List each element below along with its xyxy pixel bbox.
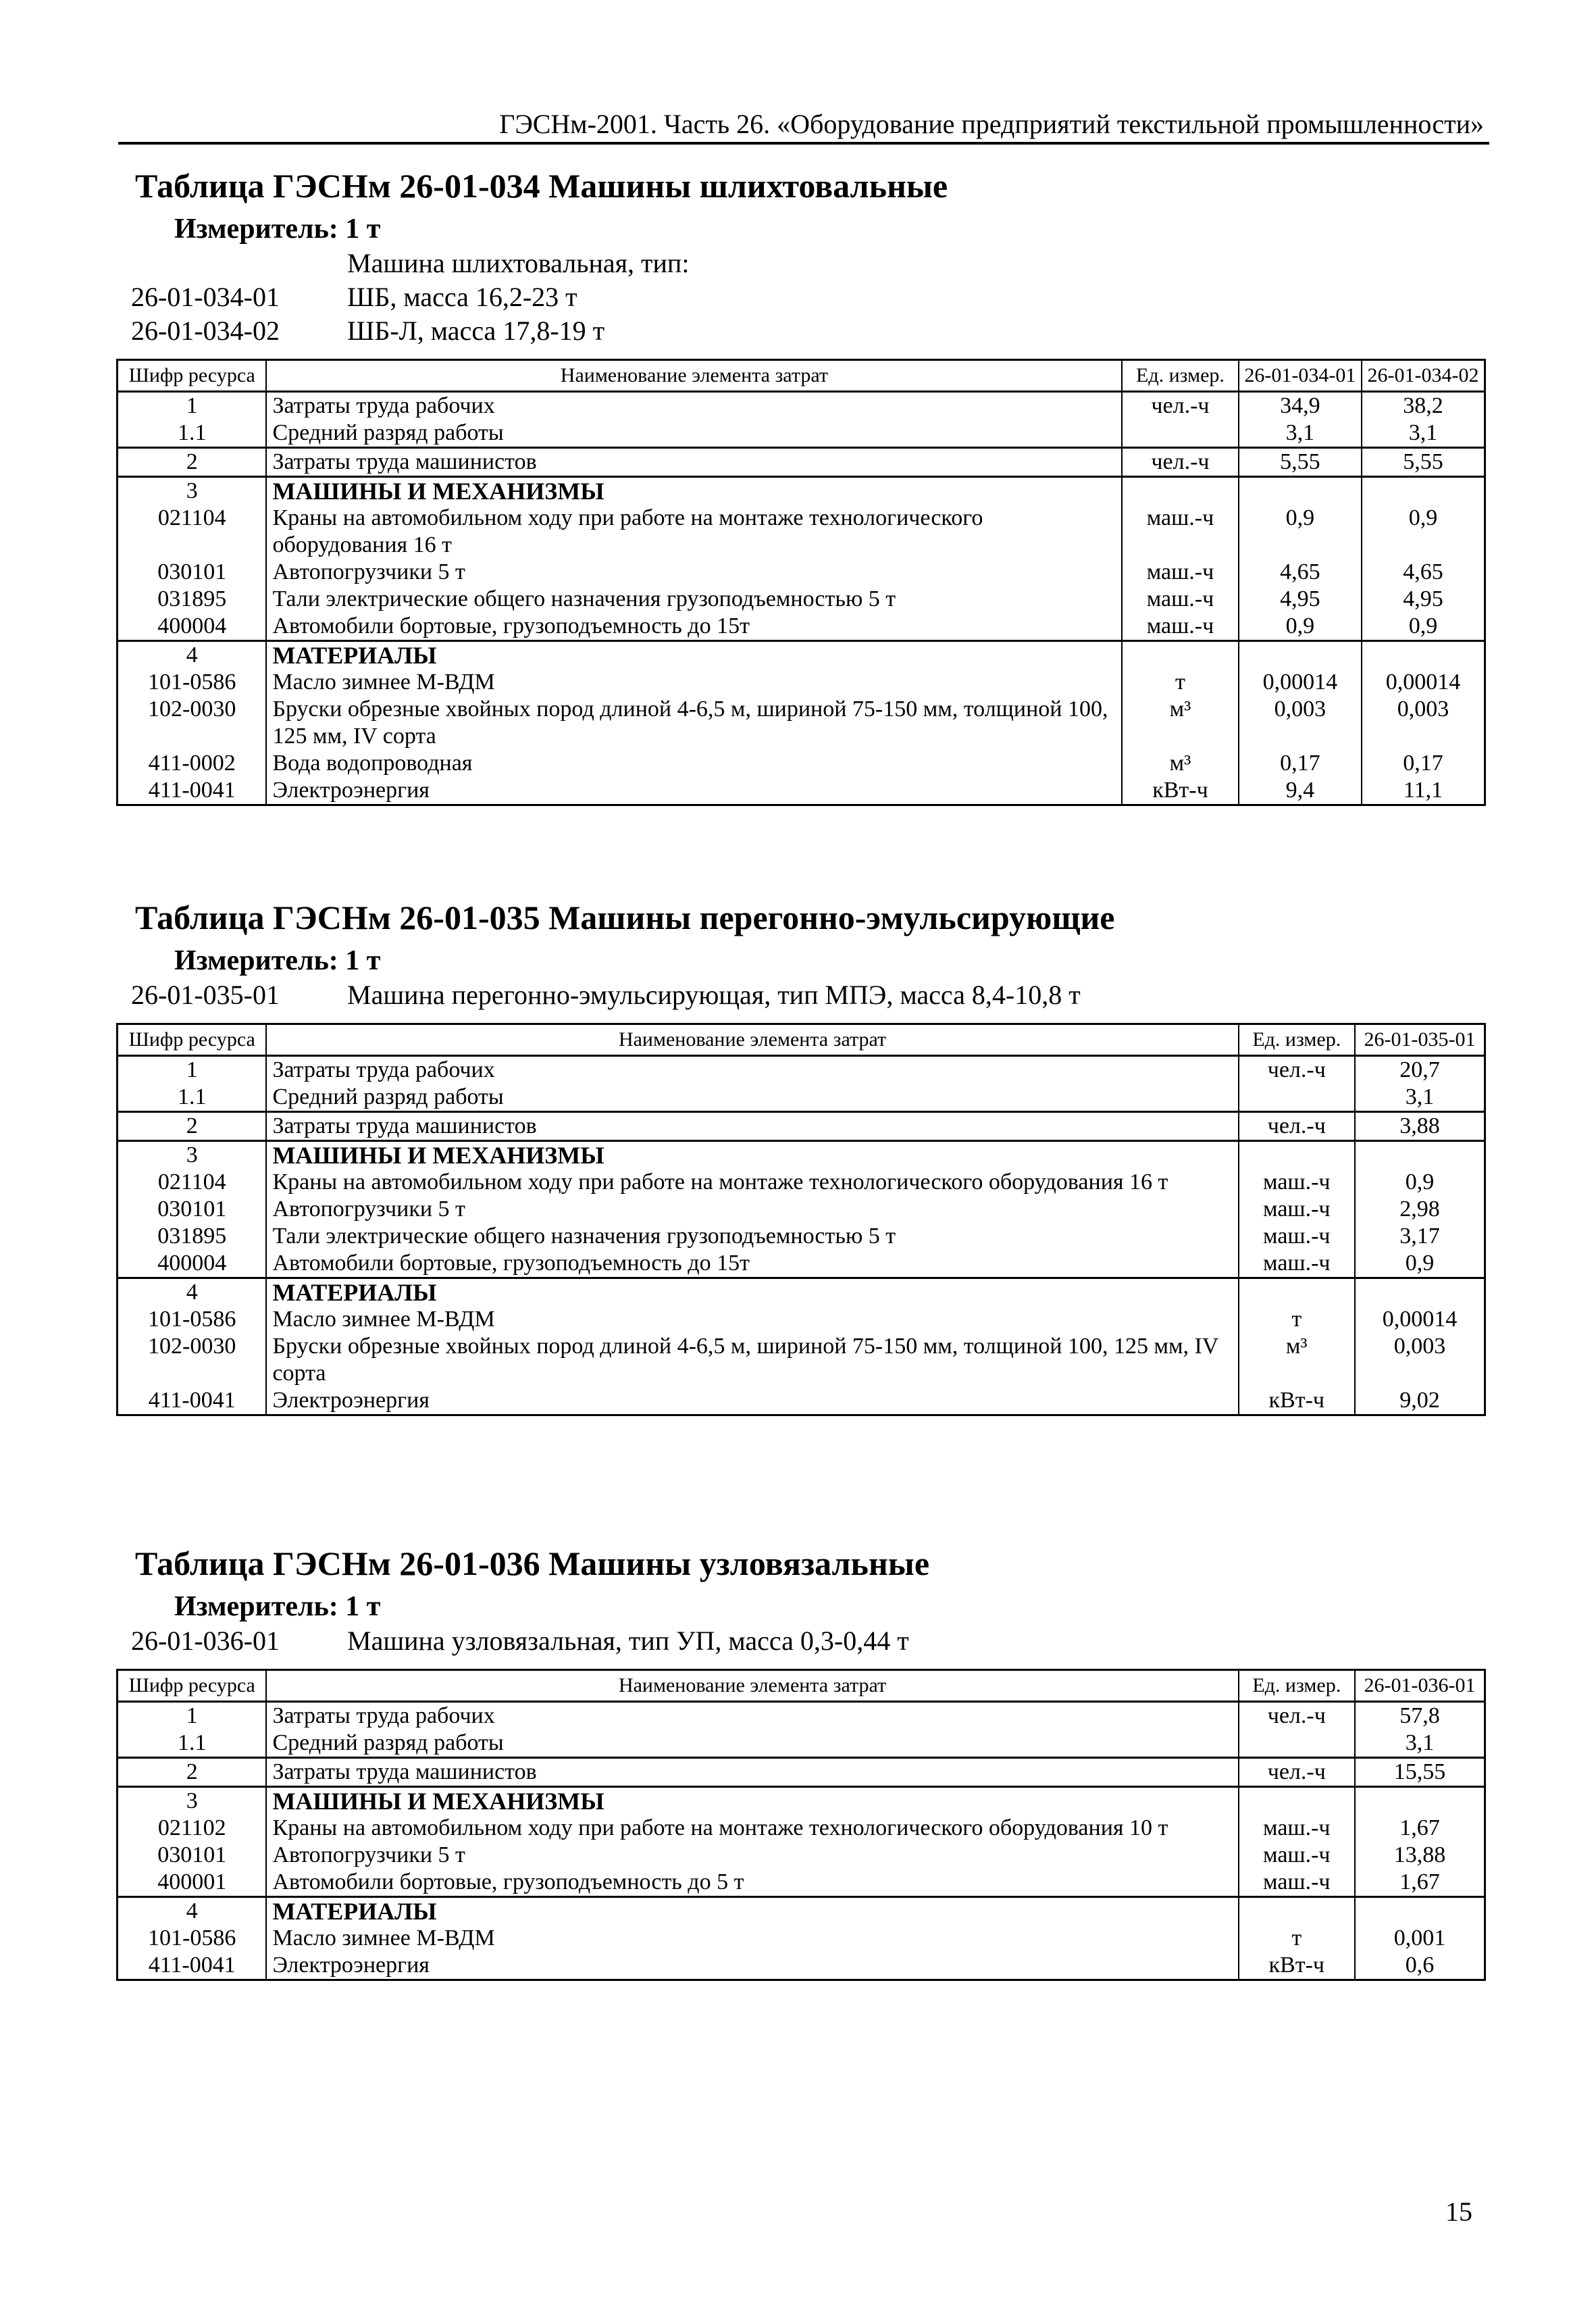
- table-row: [118, 1897, 1485, 1926]
- header-row: [118, 1024, 1485, 1056]
- unit-of-measure: [1122, 641, 1238, 670]
- norm-value: 3,1: [1362, 420, 1485, 448]
- unit-of-measure: м³: [1122, 750, 1238, 777]
- resource-table: [116, 1023, 1486, 1416]
- cost-element-name: Затраты труда машинистов: [266, 448, 1122, 477]
- unit-of-measure: кВт-ч: [1239, 1387, 1355, 1415]
- table-section-26-01-034: [116, 166, 1494, 806]
- norm-value: 1,67: [1355, 1869, 1485, 1897]
- col-header-unit: Ед. измер.: [1122, 360, 1238, 392]
- resource-code: 411-0041: [118, 777, 267, 805]
- cost-element-name: МАТЕРИАЛЫ: [266, 1897, 1238, 1926]
- unit-of-measure: маш.-ч: [1239, 1869, 1355, 1897]
- resource-code: 021104: [118, 1169, 267, 1196]
- variant-desc: Машина перегонно-эмульсирующая, тип МПЭ, масса 8,4-10,8 т: [347, 980, 1081, 1010]
- cost-element-name: Бруски обрезные хвойных пород длиной 4-6,5 м, шириной 75-150 мм, толщиной 100, 125 мм, IV сорта: [266, 1333, 1238, 1387]
- variant-desc: ШБ-Л, масса 17,8-19 т: [347, 316, 605, 346]
- resource-table: [116, 359, 1486, 806]
- norm-value: [1355, 1278, 1485, 1307]
- cost-element-name: Автомобили бортовые, грузоподъемность до 15т: [266, 1250, 1238, 1278]
- unit-of-measure: чел.-ч: [1239, 1702, 1355, 1730]
- cost-element-name: Автомобили бортовые, грузоподъемность до 5 т: [266, 1869, 1238, 1897]
- header-rule: [118, 142, 1489, 145]
- cost-element-name: Автомобили бортовые, грузоподъемность до 15т: [266, 613, 1122, 641]
- cost-element-name: Тали электрические общего назначения грузоподъемностью 5 т: [266, 1223, 1238, 1250]
- unit-of-measure: кВт-ч: [1122, 777, 1238, 805]
- unit-of-measure: [1122, 420, 1238, 448]
- col-header-variant: 26-01-034-02: [1362, 360, 1485, 392]
- cost-element-name: Тали электрические общего назначения грузоподъемностью 5 т: [266, 586, 1122, 613]
- cost-element-name: Затраты труда машинистов: [266, 1112, 1238, 1141]
- cost-element-name: Средний разряд работы: [266, 1730, 1238, 1758]
- resource-code: 1.1: [118, 1084, 267, 1112]
- norm-value: 0,00014: [1362, 669, 1485, 696]
- norm-value: 57,8: [1355, 1702, 1485, 1730]
- table-row: [118, 1250, 1485, 1278]
- variant-line: [116, 314, 1494, 348]
- norm-value: 3,1: [1355, 1730, 1485, 1758]
- cost-element-name: Затраты труда машинистов: [266, 1758, 1238, 1787]
- resource-code: 4: [118, 1278, 267, 1307]
- table-row: [118, 1952, 1485, 1980]
- header-row: [118, 360, 1485, 392]
- table-title: Таблица ГЭСНм 26-01-034 Машины шлихтовальные: [135, 167, 948, 205]
- resource-code: 1: [118, 1702, 267, 1730]
- unit-of-measure: т: [1122, 669, 1238, 696]
- variant-line: [116, 1624, 1494, 1658]
- norm-value: 0,003: [1355, 1333, 1485, 1387]
- row-group: [118, 1787, 1485, 1897]
- unit-of-measure: маш.-ч: [1122, 586, 1238, 613]
- table-row: [118, 1925, 1485, 1952]
- unit-of-measure: [1239, 1278, 1355, 1307]
- table-section-26-01-036: [116, 1543, 1494, 1981]
- row-group: [118, 1112, 1485, 1141]
- norm-value: 3,17: [1355, 1223, 1485, 1250]
- unit-of-measure: чел.-ч: [1239, 1056, 1355, 1084]
- table-row: [118, 1758, 1485, 1787]
- norm-value: [1362, 641, 1485, 670]
- unit-of-measure: чел.-ч: [1122, 448, 1238, 477]
- row-group: [118, 1758, 1485, 1787]
- cost-element-name: Затраты труда рабочих: [266, 1702, 1238, 1730]
- unit-of-measure: т: [1239, 1925, 1355, 1952]
- measure-unit: Измеритель: 1 т: [174, 945, 381, 976]
- table-row: [118, 1815, 1485, 1842]
- table-row: [118, 1702, 1485, 1730]
- unit-of-measure: м³: [1239, 1333, 1355, 1387]
- table-row: [118, 1787, 1485, 1815]
- unit-of-measure: маш.-ч: [1239, 1196, 1355, 1223]
- resource-code: 400004: [118, 613, 267, 641]
- row-group: [118, 1897, 1485, 1980]
- resource-code: 1.1: [118, 420, 267, 448]
- resource-code: 031895: [118, 1223, 267, 1250]
- table-row: [118, 777, 1485, 805]
- unit-of-measure: чел.-ч: [1239, 1112, 1355, 1141]
- col-header-unit: Ед. измер.: [1239, 1670, 1355, 1702]
- resource-code: 3: [118, 1141, 267, 1169]
- cost-element-name: Краны на автомобильном ходу при работе на монтаже технологического оборудования 10 т: [266, 1815, 1238, 1842]
- variant-code: 26-01-034-01: [131, 282, 280, 312]
- norm-value: 34,9: [1239, 392, 1362, 420]
- col-header-name: Наименование элемента затрат: [266, 360, 1122, 392]
- cost-element-name: Автопогрузчики 5 т: [266, 1196, 1238, 1223]
- norm-value: 3,1: [1355, 1084, 1485, 1112]
- table-row: [118, 1141, 1485, 1169]
- unit-of-measure: [1239, 1730, 1355, 1758]
- table-row: [118, 1387, 1485, 1415]
- resource-code: 102-0030: [118, 1333, 267, 1387]
- unit-of-measure: [1239, 1897, 1355, 1926]
- norm-value: 0,9: [1362, 613, 1485, 641]
- norm-value: 4,65: [1239, 559, 1362, 586]
- col-header-variant: 26-01-036-01: [1355, 1670, 1485, 1702]
- unit-of-measure: маш.-ч: [1239, 1250, 1355, 1278]
- table-row: [118, 477, 1485, 505]
- norm-value: 0,6: [1355, 1952, 1485, 1980]
- row-group: [118, 641, 1485, 805]
- col-header-unit: Ед. измер.: [1239, 1024, 1355, 1056]
- cost-element-name: Масло зимнее М-ВДМ: [266, 1306, 1238, 1333]
- table-row: [118, 1223, 1485, 1250]
- resource-code: 021102: [118, 1815, 267, 1842]
- resource-code: 1: [118, 392, 267, 420]
- resource-code: 030101: [118, 559, 267, 586]
- table-row: [118, 1842, 1485, 1869]
- resource-code: 400001: [118, 1869, 267, 1897]
- cost-element-name: Электроэнергия: [266, 1952, 1238, 1980]
- norm-value: 9,02: [1355, 1387, 1485, 1415]
- table-row: [118, 505, 1485, 559]
- page-header: ГЭСНм-2001. Часть 26. «Оборудование предприятий текстильной промышленности»: [499, 109, 1484, 139]
- norm-value: [1355, 1787, 1485, 1815]
- resource-code: 031895: [118, 586, 267, 613]
- cost-element-name: Вода водопроводная: [266, 750, 1122, 777]
- norm-value: 0,003: [1239, 696, 1362, 750]
- table-title: Таблица ГЭСНм 26-01-035 Машины перегонно-эмульсирующие: [135, 899, 1115, 936]
- resource-code: 400004: [118, 1250, 267, 1278]
- table-row: [118, 1112, 1485, 1141]
- norm-value: [1355, 1897, 1485, 1926]
- table-row: [118, 669, 1485, 696]
- cost-element-name: Краны на автомобильном ходу при работе на монтаже технологического оборудования 16 т: [266, 505, 1122, 559]
- cost-element-name: Масло зимнее М-ВДМ: [266, 1925, 1238, 1952]
- norm-value: 0,00014: [1355, 1306, 1485, 1333]
- norm-value: 4,65: [1362, 559, 1485, 586]
- row-group: [118, 1141, 1485, 1278]
- norm-value: 0,003: [1362, 696, 1485, 750]
- cost-element-name: Электроэнергия: [266, 777, 1122, 805]
- table-row: [118, 586, 1485, 613]
- col-header-name: Наименование элемента затрат: [266, 1024, 1238, 1056]
- unit-of-measure: [1239, 1141, 1355, 1169]
- variant-lead: Машина шлихтовальная, тип:: [347, 248, 690, 278]
- cost-element-name: Автопогрузчики 5 т: [266, 1842, 1238, 1869]
- cost-element-name: Средний разряд работы: [266, 420, 1122, 448]
- resource-code: 101-0586: [118, 1306, 267, 1333]
- resource-code: 2: [118, 448, 267, 477]
- unit-of-measure: [1122, 477, 1238, 505]
- resource-code: 3: [118, 477, 267, 505]
- unit-of-measure: м³: [1122, 696, 1238, 750]
- norm-value: 2,98: [1355, 1196, 1485, 1223]
- table-row: [118, 641, 1485, 670]
- page-number: 15: [1445, 2196, 1472, 2227]
- table-row: [118, 613, 1485, 641]
- resource-code: 102-0030: [118, 696, 267, 750]
- col-header-name: Наименование элемента затрат: [266, 1670, 1238, 1702]
- cost-element-name: МАШИНЫ И МЕХАНИЗМЫ: [266, 1787, 1238, 1815]
- norm-value: 4,95: [1362, 586, 1485, 613]
- row-group: [118, 1056, 1485, 1112]
- table-title: Таблица ГЭСНм 26-01-036 Машины узловязальные: [135, 1544, 930, 1582]
- table-row: [118, 1169, 1485, 1196]
- unit-of-measure: чел.-ч: [1122, 392, 1238, 420]
- norm-value: 3,1: [1239, 420, 1362, 448]
- norm-value: 3,88: [1355, 1112, 1485, 1141]
- unit-of-measure: маш.-ч: [1239, 1169, 1355, 1196]
- norm-value: 5,55: [1239, 448, 1362, 477]
- resource-code: 101-0586: [118, 1925, 267, 1952]
- norm-value: [1239, 477, 1362, 505]
- col-header-code: Шифр ресурса: [118, 360, 267, 392]
- resource-code: 030101: [118, 1842, 267, 1869]
- cost-element-name: Средний разряд работы: [266, 1084, 1238, 1112]
- resource-table: [116, 1669, 1486, 1981]
- row-group: [118, 477, 1485, 641]
- resource-code: 1: [118, 1056, 267, 1084]
- unit-of-measure: маш.-ч: [1122, 613, 1238, 641]
- unit-of-measure: маш.-ч: [1239, 1842, 1355, 1869]
- cost-element-name: МАТЕРИАЛЫ: [266, 1278, 1238, 1307]
- norm-value: 0,9: [1355, 1169, 1485, 1196]
- unit-of-measure: маш.-ч: [1122, 505, 1238, 559]
- norm-value: [1362, 477, 1485, 505]
- table-row: [118, 1084, 1485, 1112]
- row-group: [118, 1278, 1485, 1415]
- table-row: [118, 750, 1485, 777]
- resource-code: 411-0041: [118, 1952, 267, 1980]
- table-row: [118, 696, 1485, 750]
- norm-value: 0,17: [1362, 750, 1485, 777]
- resource-code: 411-0002: [118, 750, 267, 777]
- variant-line: [116, 978, 1494, 1012]
- cost-element-name: МАТЕРИАЛЫ: [266, 641, 1122, 670]
- norm-value: [1355, 1141, 1485, 1169]
- cost-element-name: Затраты труда рабочих: [266, 1056, 1238, 1084]
- row-group: [118, 448, 1485, 477]
- row-group: [118, 1702, 1485, 1758]
- norm-value: 13,88: [1355, 1842, 1485, 1869]
- table-row: [118, 420, 1485, 448]
- variant-desc: Машина узловязальная, тип УП, масса 0,3-0,44 т: [347, 1626, 909, 1656]
- cost-element-name: Краны на автомобильном ходу при работе на монтаже технологического оборудования 16 т: [266, 1169, 1238, 1196]
- resource-code: 2: [118, 1112, 267, 1141]
- unit-of-measure: маш.-ч: [1239, 1815, 1355, 1842]
- measure-unit: Измеритель: 1 т: [174, 1591, 381, 1622]
- norm-value: 0,001: [1355, 1925, 1485, 1952]
- norm-value: 11,1: [1362, 777, 1485, 805]
- variant-desc: ШБ, масса 16,2-23 т: [347, 282, 577, 312]
- variant-code: 26-01-036-01: [131, 1626, 280, 1656]
- col-header-variant: 26-01-034-01: [1239, 360, 1362, 392]
- variant-code: 26-01-035-01: [131, 980, 280, 1010]
- table-row: [118, 1333, 1485, 1387]
- unit-of-measure: чел.-ч: [1239, 1758, 1355, 1787]
- norm-value: 0,00014: [1239, 669, 1362, 696]
- norm-value: 15,55: [1355, 1758, 1485, 1787]
- variant-line: [116, 280, 1494, 314]
- resource-code: 4: [118, 641, 267, 670]
- cost-element-name: Бруски обрезные хвойных пород длиной 4-6,5 м, шириной 75-150 мм, толщиной 100, 125 мм, IV сорта: [266, 696, 1122, 750]
- resource-code: 021104: [118, 505, 267, 559]
- col-header-code: Шифр ресурса: [118, 1670, 267, 1702]
- table-row: [118, 559, 1485, 586]
- table-row: [118, 1278, 1485, 1307]
- col-header-variant: 26-01-035-01: [1355, 1024, 1485, 1056]
- table-row: [118, 392, 1485, 420]
- resource-code: 3: [118, 1787, 267, 1815]
- cost-element-name: Автопогрузчики 5 т: [266, 559, 1122, 586]
- norm-value: 5,55: [1362, 448, 1485, 477]
- table-row: [118, 1306, 1485, 1333]
- col-header-code: Шифр ресурса: [118, 1024, 267, 1056]
- norm-value: 1,67: [1355, 1815, 1485, 1842]
- norm-value: 0,9: [1239, 505, 1362, 559]
- table-row: [118, 448, 1485, 477]
- norm-value: 0,9: [1355, 1250, 1485, 1278]
- resource-code: 2: [118, 1758, 267, 1787]
- norm-value: 4,95: [1239, 586, 1362, 613]
- resource-code: 030101: [118, 1196, 267, 1223]
- table-row: [118, 1869, 1485, 1897]
- table-row: [118, 1196, 1485, 1223]
- norm-value: 20,7: [1355, 1056, 1485, 1084]
- row-group: [118, 392, 1485, 448]
- variant-code: 26-01-034-02: [131, 316, 280, 346]
- unit-of-measure: [1239, 1787, 1355, 1815]
- norm-value: 0,17: [1239, 750, 1362, 777]
- norm-value: 0,9: [1239, 613, 1362, 641]
- table-row: [118, 1056, 1485, 1084]
- header-row: [118, 1670, 1485, 1702]
- cost-element-name: МАШИНЫ И МЕХАНИЗМЫ: [266, 477, 1122, 505]
- resource-code: 101-0586: [118, 669, 267, 696]
- resource-code: 411-0041: [118, 1387, 267, 1415]
- unit-of-measure: маш.-ч: [1122, 559, 1238, 586]
- table-row: [118, 1730, 1485, 1758]
- unit-of-measure: т: [1239, 1306, 1355, 1333]
- norm-value: 38,2: [1362, 392, 1485, 420]
- unit-of-measure: маш.-ч: [1239, 1223, 1355, 1250]
- norm-value: 9,4: [1239, 777, 1362, 805]
- cost-element-name: Масло зимнее М-ВДМ: [266, 669, 1122, 696]
- table-section-26-01-035: [116, 897, 1494, 1416]
- cost-element-name: МАШИНЫ И МЕХАНИЗМЫ: [266, 1141, 1238, 1169]
- resource-code: 4: [118, 1897, 267, 1926]
- resource-code: 1.1: [118, 1730, 267, 1758]
- unit-of-measure: [1239, 1084, 1355, 1112]
- cost-element-name: Затраты труда рабочих: [266, 392, 1122, 420]
- norm-value: [1239, 641, 1362, 670]
- cost-element-name: Электроэнергия: [266, 1387, 1238, 1415]
- measure-unit: Измеритель: 1 т: [174, 213, 381, 245]
- norm-value: 0,9: [1362, 505, 1485, 559]
- unit-of-measure: кВт-ч: [1239, 1952, 1355, 1980]
